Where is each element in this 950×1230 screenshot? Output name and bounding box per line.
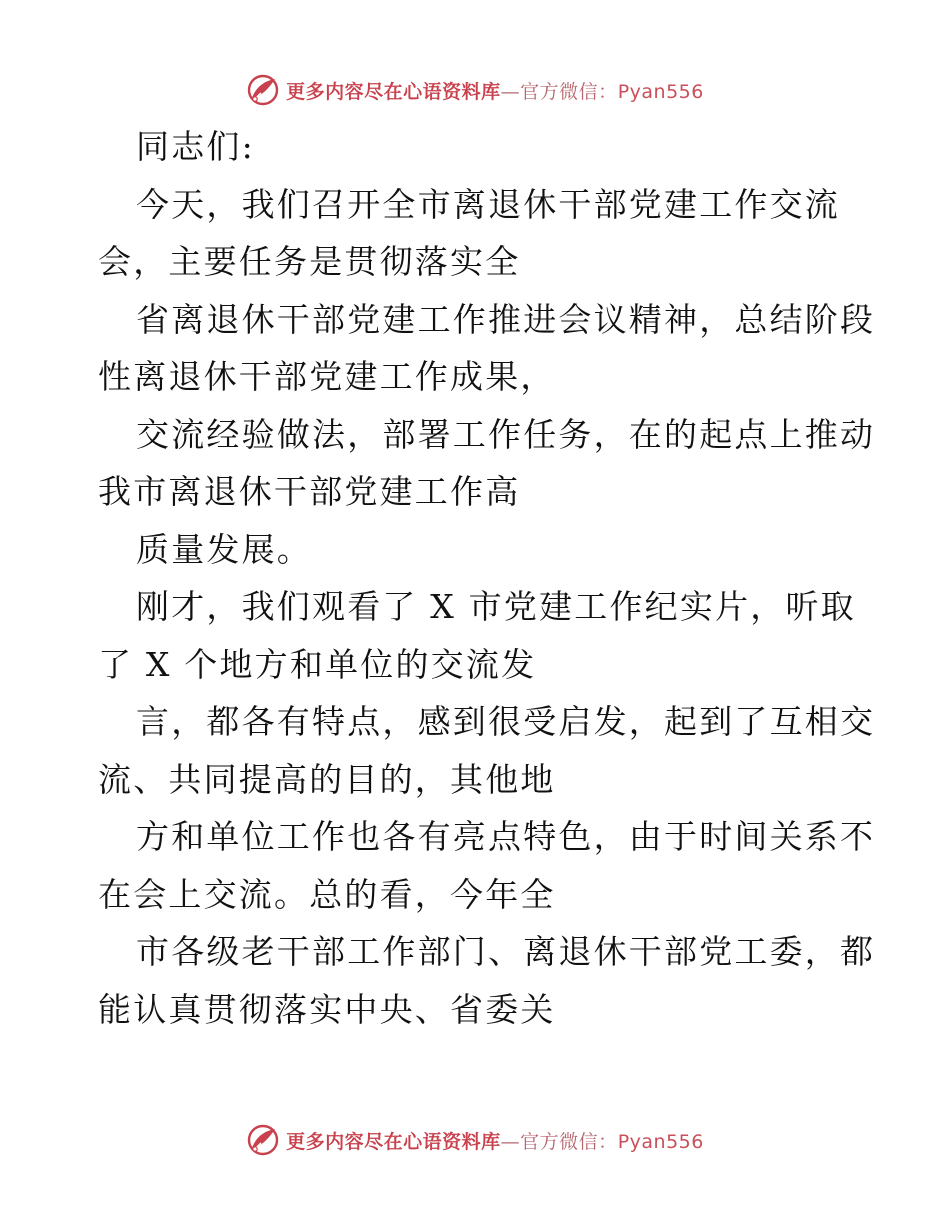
doc-line: 会，主要任务是贯彻落实全 <box>98 242 521 281</box>
pen-nib-logo-icon <box>246 73 280 107</box>
header-brand-text: 更多内容尽在心语资料库 <box>286 80 501 103</box>
doc-line: 我市离退休干部党建工作高 <box>98 472 521 511</box>
doc-line: 流、共同提高的目的，其他地 <box>98 759 556 799</box>
header-watermark-banner <box>0 68 950 112</box>
footer-banner-text <box>286 1127 704 1154</box>
header-banner-text <box>286 77 704 104</box>
doc-line: 同志们: <box>136 127 255 166</box>
pen-nib-logo-icon <box>246 1123 280 1157</box>
header-separator: — <box>500 80 521 103</box>
doc-line: 方和单位工作也各有亮点特色，由于时间关系不 <box>136 817 876 856</box>
doc-line: 质量发展。 <box>136 529 312 569</box>
doc-line: 了 X 个地方和单位的交流发 <box>98 644 537 684</box>
footer-wechat-id: Pyan556 <box>617 1130 704 1153</box>
header-wechat-id: Pyan556 <box>617 80 704 103</box>
footer-banner-content <box>246 1123 704 1157</box>
doc-line: 省离退休干部党建工作推进会议精神，总结阶段 <box>136 299 876 339</box>
footer-watermark-banner <box>0 1118 950 1162</box>
footer-separator: — <box>500 1130 521 1153</box>
footer-brand-text: 更多内容尽在心语资料库 <box>286 1130 501 1153</box>
doc-line: 能认真贯彻落实中央、省委关 <box>98 989 556 1029</box>
doc-line: 言，都各有特点，感到很受启发，起到了互相交 <box>136 702 876 741</box>
doc-line: 在会上交流。总的看，今年全 <box>98 874 556 914</box>
footer-wechat-label: 官方微信： <box>520 1130 618 1153</box>
doc-line: 市各级老干部工作部门、离退休干部党工委，都 <box>136 932 876 971</box>
header-banner-content <box>246 73 704 107</box>
doc-line: 刚才，我们观看了 X 市党建工作纪实片，听取 <box>136 587 856 626</box>
doc-line: 今天，我们召开全市离退休干部党建工作交流 <box>136 184 840 224</box>
header-wechat-label: 官方微信： <box>520 80 618 103</box>
doc-line: 性离退休干部党建工作成果， <box>98 357 556 396</box>
doc-line: 交流经验做法，部署工作任务，在的起点上推动 <box>136 414 876 454</box>
document-body <box>98 118 876 1038</box>
